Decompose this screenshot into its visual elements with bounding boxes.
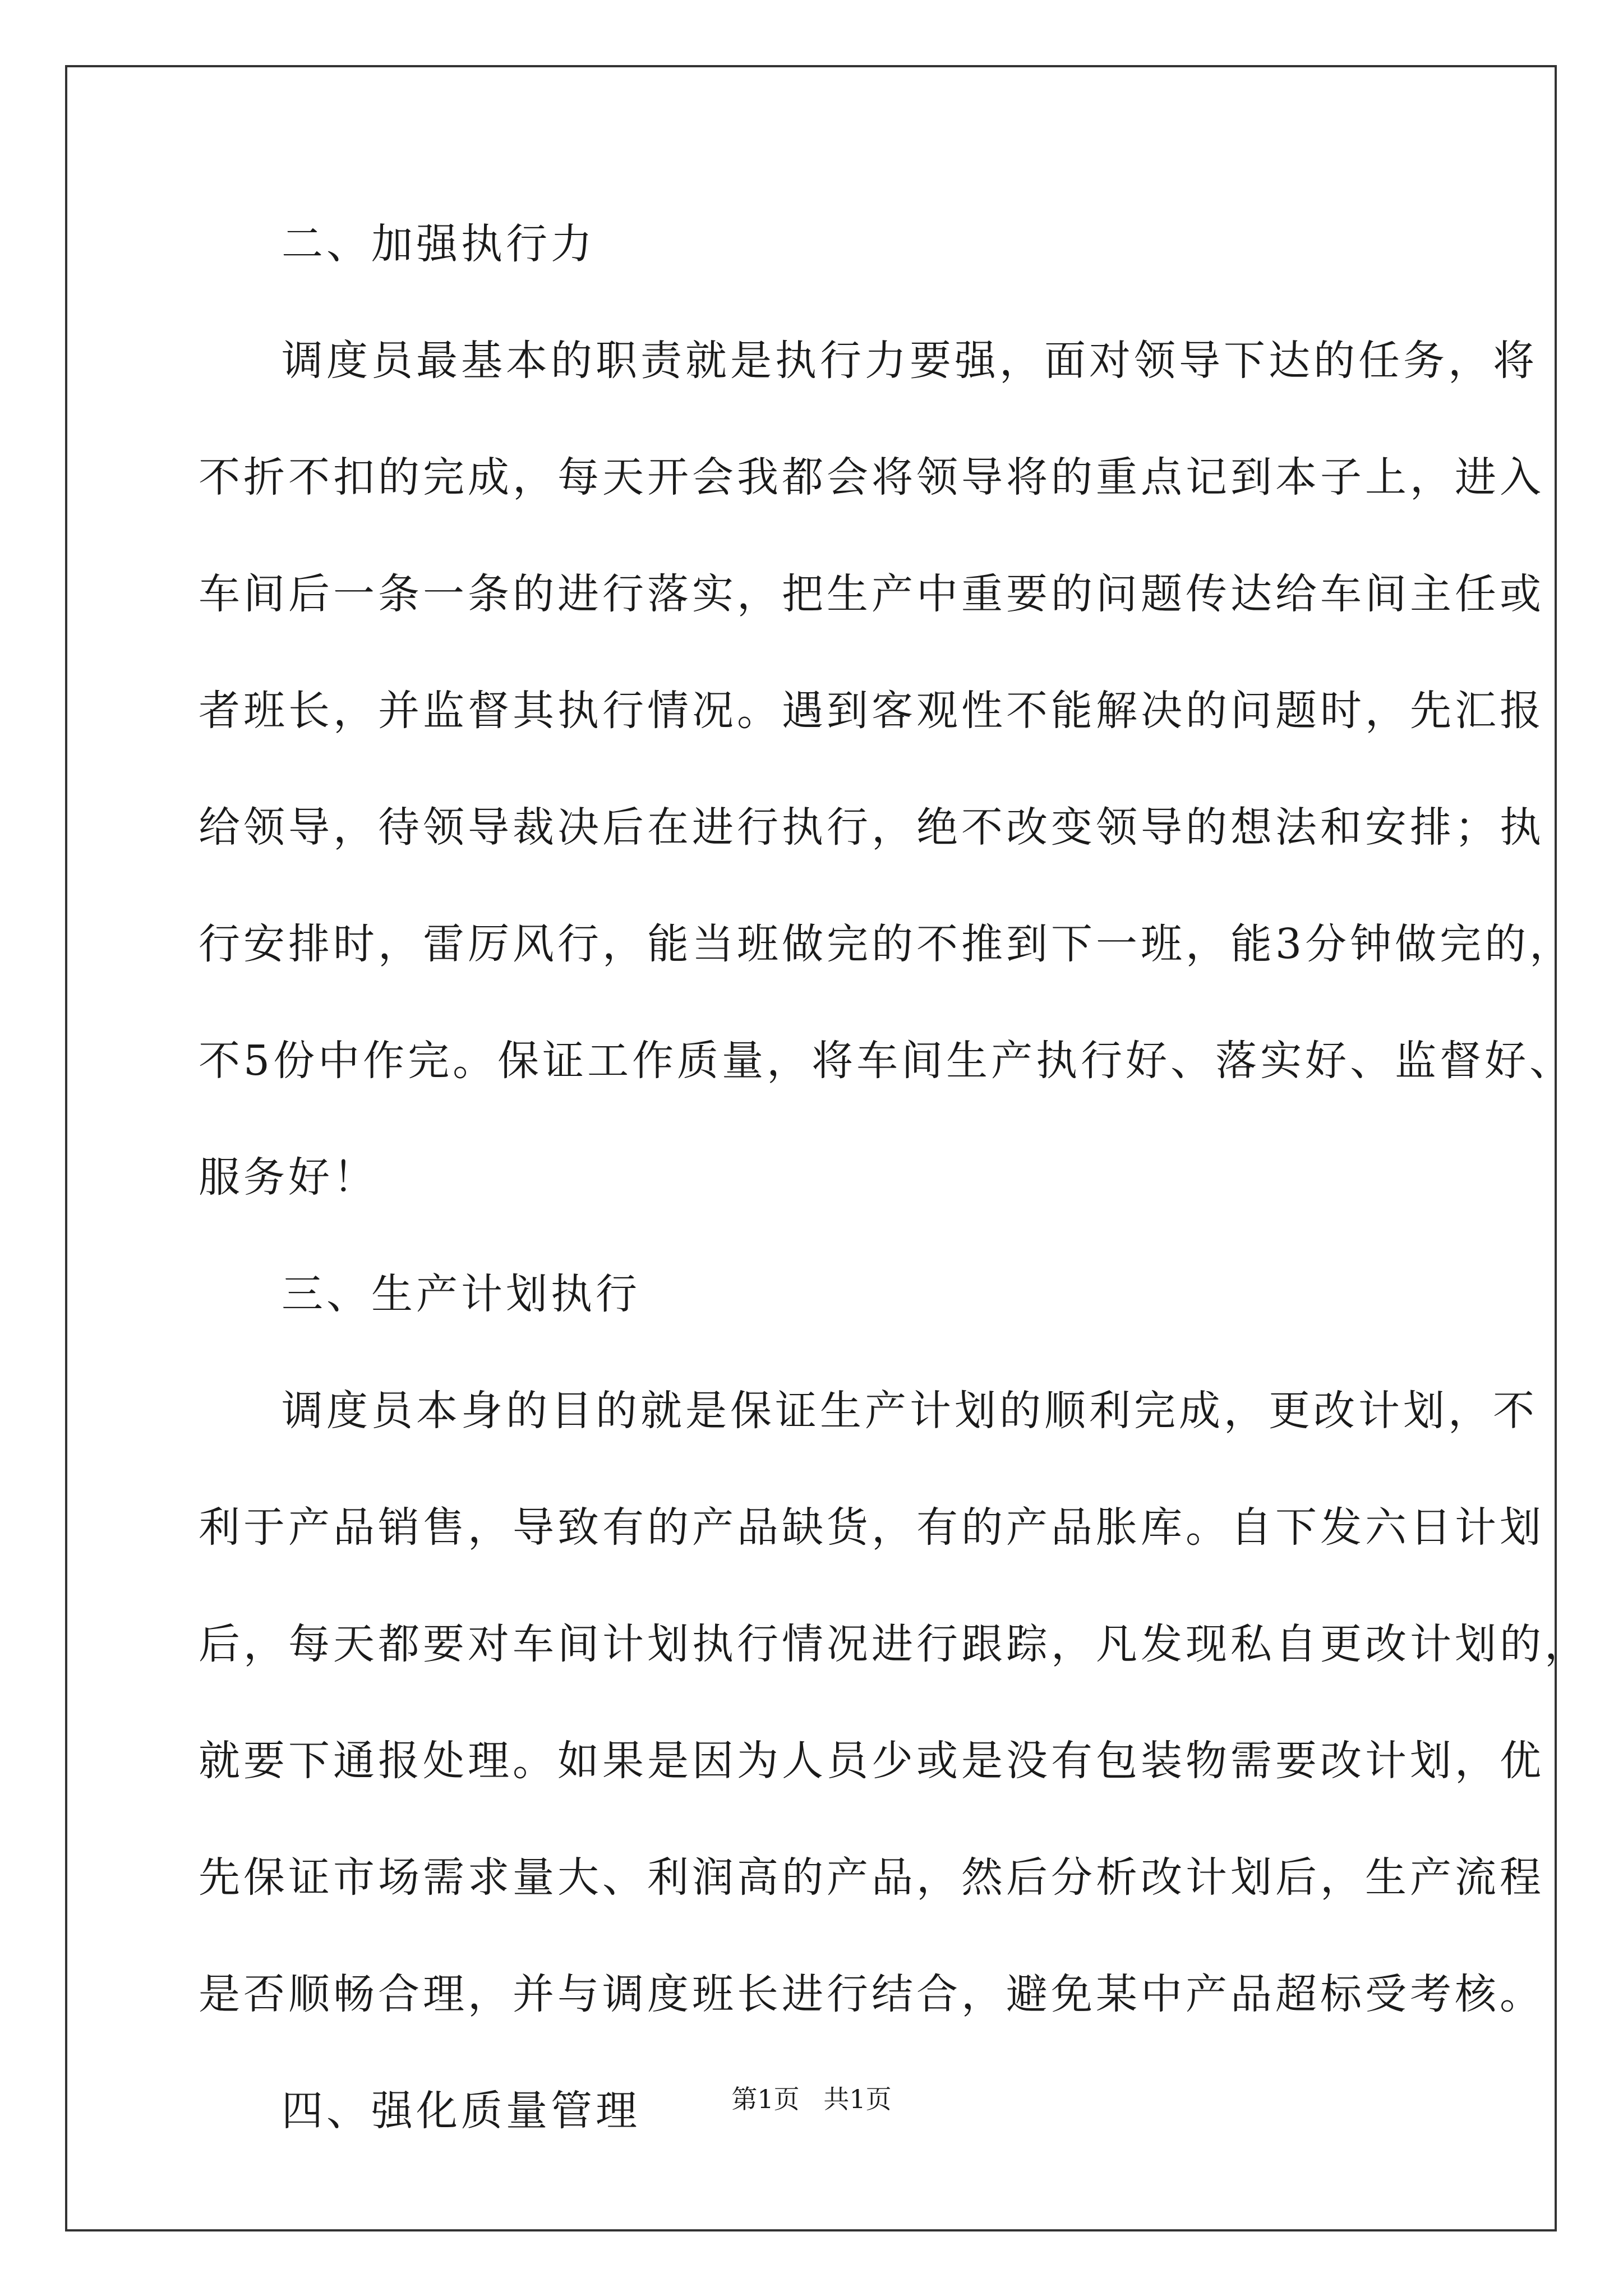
paragraph-line: 服务好！ xyxy=(199,1153,378,1202)
paragraph-line: 利于产品销售，导致有的产品缺货，有的产品胀库。自下发六日计划 xyxy=(199,1503,1544,1552)
page-total: 共1页 xyxy=(823,2084,892,2114)
paragraph-line: 就要下通报处理。如果是因为人员少或是没有包装物需要改计划，优 xyxy=(199,1737,1544,1785)
paragraph-line: 车间后一条一条的进行落实，把生产中重要的问题传达给车间主任或 xyxy=(199,570,1544,618)
paragraph-line: 后，每天都要对车间计划执行情况进行跟踪，凡发现私自更改计划的， xyxy=(199,1620,1589,1668)
paragraph-line: 先保证市场需求量大、利润高的产品，然后分析改计划后，生产流程 xyxy=(199,1853,1544,1902)
paragraph-line: 给领导，待领导裁决后在进行执行，绝不改变领导的想法和安排；执 xyxy=(199,803,1544,852)
paragraph-line: 行安排时，雷厉风行，能当班做完的不推到下一班，能3分钟做完的， xyxy=(199,920,1575,968)
paragraph-line: 调度员本身的目的就是保证生产计划的顺利完成，更改计划，不 xyxy=(282,1387,1538,1435)
paragraph-line: 不5份中作完。保证工作质量，将车间生产执行好、落实好、监督好、 xyxy=(199,1037,1575,1085)
page-footer xyxy=(0,2082,1623,2116)
paragraph-line: 者班长，并监督其执行情况。遇到客观性不能解决的问题时，先汇报 xyxy=(199,687,1544,735)
section-heading-4: 四、强化质量管理 xyxy=(282,2087,640,2135)
paragraph-line: 不折不扣的完成，每天开会我都会将领导将的重点记到本子上，进入 xyxy=(199,453,1544,501)
section-heading-3: 三、生产计划执行 xyxy=(282,1270,640,1318)
section-heading-2: 二、加强执行力 xyxy=(282,220,596,268)
paragraph-line: 是否顺畅合理，并与调度班长进行结合，避免某中产品超标受考核。 xyxy=(199,1970,1544,2018)
page-number: 第1页 xyxy=(731,2084,800,2114)
paragraph-line: 调度员最基本的职责就是执行力要强，面对领导下达的任务，将 xyxy=(282,337,1538,385)
